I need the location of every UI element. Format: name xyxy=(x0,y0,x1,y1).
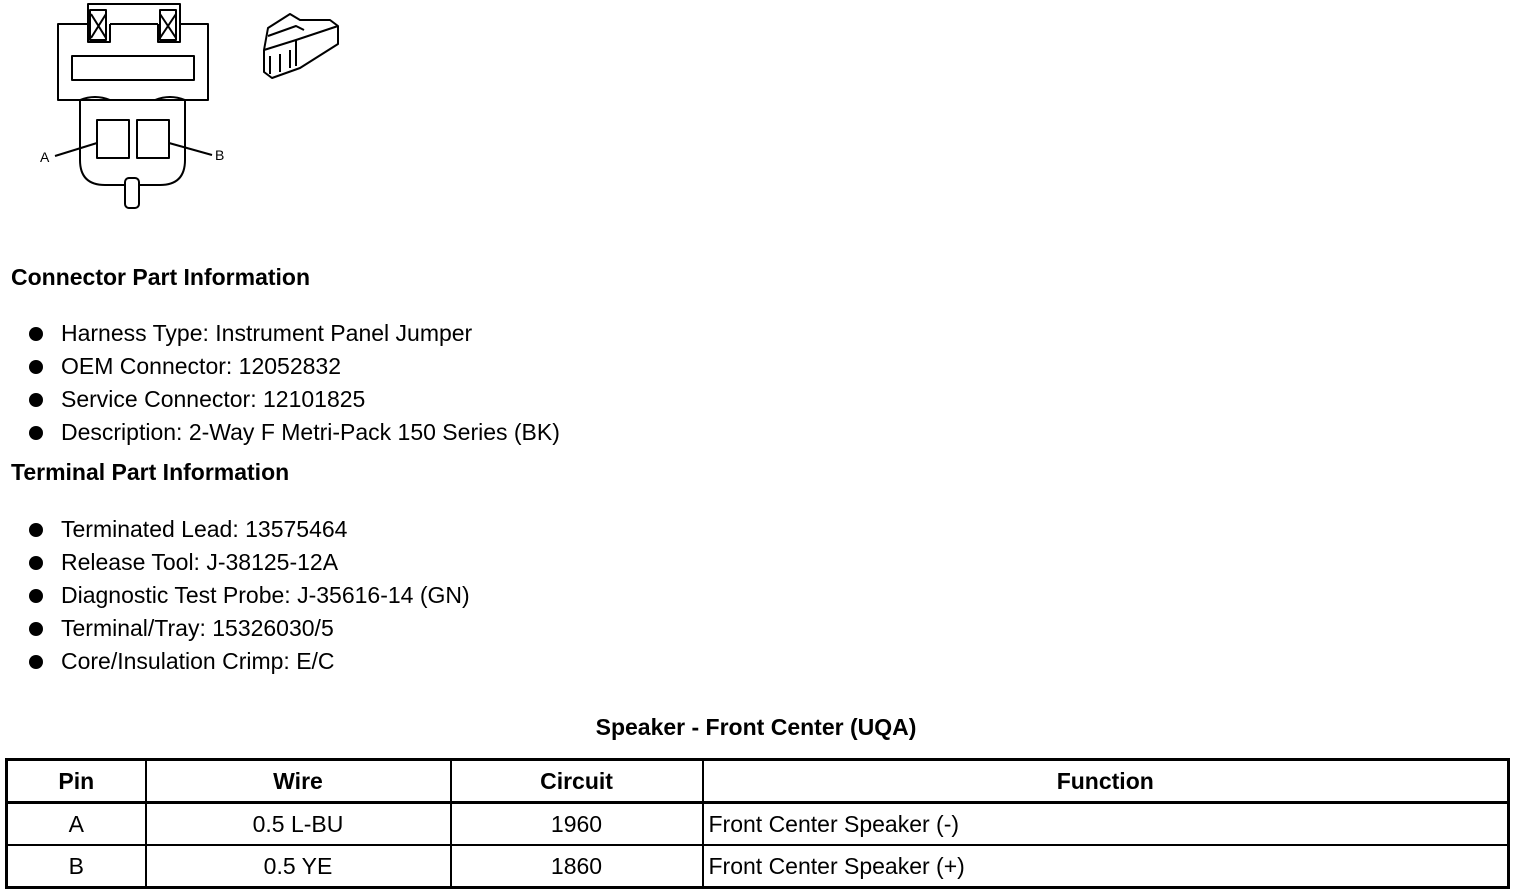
list-item: Release Tool: J-38125-12A xyxy=(26,546,470,579)
header-circuit: Circuit xyxy=(451,760,703,803)
header-wire: Wire xyxy=(146,760,451,803)
cell-pin: A xyxy=(7,803,146,846)
list-item: Diagnostic Test Probe: J-35616-14 (GN) xyxy=(26,579,470,612)
bullet-icon xyxy=(29,426,43,440)
bullet-icon xyxy=(29,589,43,603)
connector-diagram xyxy=(0,0,360,225)
pin-label-a: A xyxy=(40,149,50,165)
connector-info-list xyxy=(26,317,560,449)
list-item: Service Connector: 12101825 xyxy=(26,383,560,416)
cell-pin: B xyxy=(7,845,146,888)
cell-wire: 0.5 YE xyxy=(146,845,451,888)
table-row xyxy=(7,803,1509,846)
header-pin: Pin xyxy=(7,760,146,803)
list-item: OEM Connector: 12052832 xyxy=(26,350,560,383)
terminal-info-title: Terminal Part Information xyxy=(11,459,290,485)
table-header-row xyxy=(7,760,1509,803)
list-item: Description: 2-Way F Metri-Pack 150 Series (BK) xyxy=(26,416,560,449)
cell-circuit: 1960 xyxy=(451,803,703,846)
cell-wire: 0.5 L-BU xyxy=(146,803,451,846)
bullet-icon xyxy=(29,360,43,374)
list-item: Terminated Lead: 13575464 xyxy=(26,513,470,546)
cell-circuit: 1860 xyxy=(451,845,703,888)
header-function: Function xyxy=(703,760,1509,803)
bullet-icon xyxy=(29,393,43,407)
cell-function: Front Center Speaker (-) xyxy=(703,803,1509,846)
bullet-icon xyxy=(29,523,43,537)
connector-info-title: Connector Part Information xyxy=(11,264,311,290)
table-caption: Speaker - Front Center (UQA) xyxy=(595,714,917,740)
pin-table xyxy=(5,758,1510,889)
list-item: Harness Type: Instrument Panel Jumper xyxy=(26,317,560,350)
table-row xyxy=(7,845,1509,888)
terminal-info-list xyxy=(26,513,470,678)
list-item: Core/Insulation Crimp: E/C xyxy=(26,645,470,678)
bullet-icon xyxy=(29,622,43,636)
bullet-icon xyxy=(29,327,43,341)
list-item: Terminal/Tray: 15326030/5 xyxy=(26,612,470,645)
pin-label-b: B xyxy=(215,147,225,163)
bullet-icon xyxy=(29,556,43,570)
cell-function: Front Center Speaker (+) xyxy=(703,845,1509,888)
bullet-icon xyxy=(29,655,43,669)
